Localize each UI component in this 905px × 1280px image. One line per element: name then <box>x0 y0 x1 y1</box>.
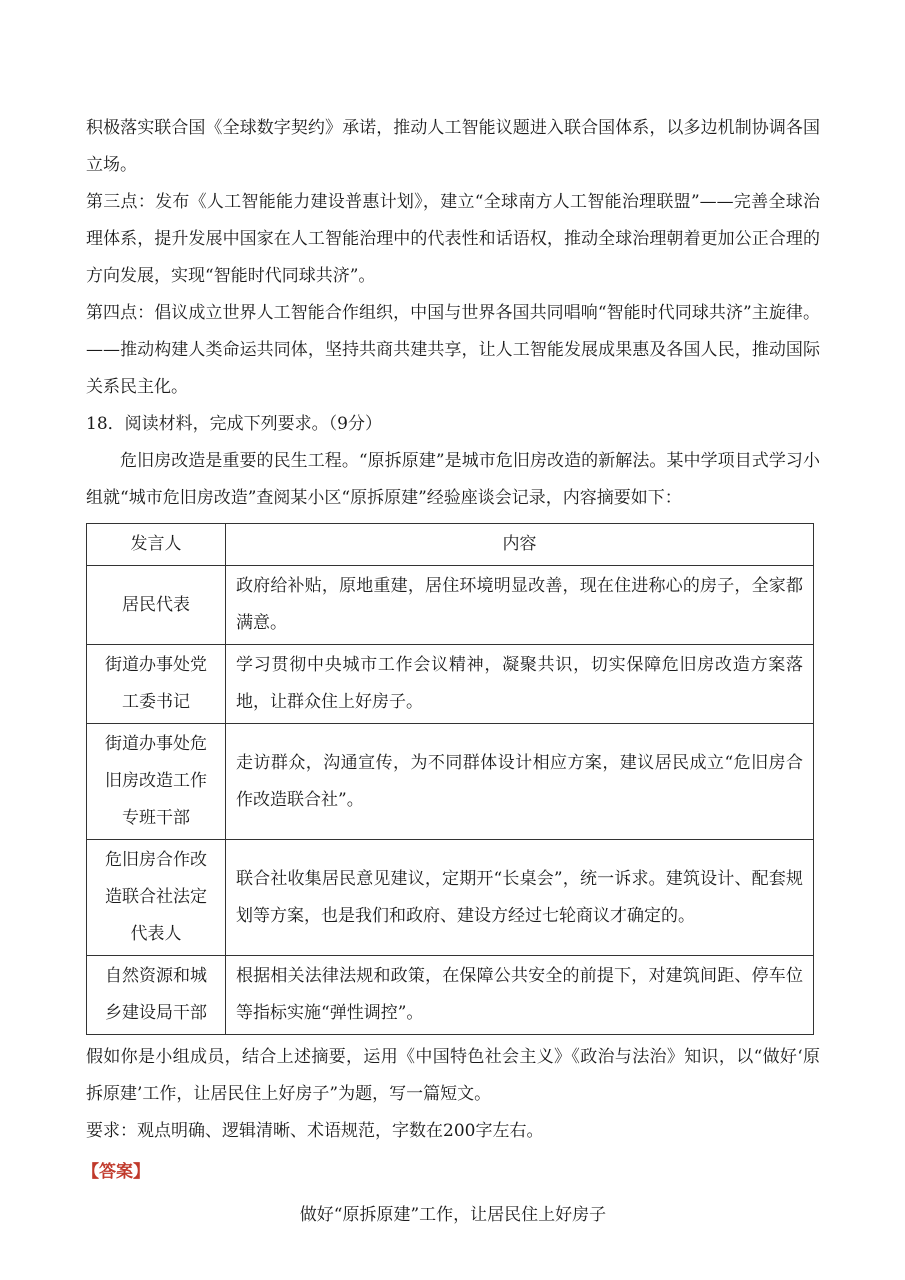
paragraph-point-three: 第三点：发布《人工智能能力建设普惠计划》，建立“全球南方人工智能治理联盟”——完善全球治理体系，提升发展中国家在人工智能治理中的代表性和话语权，推动全球治理朝着更加公正合理的方向发展，实现“智能时代同球共济”。 <box>86 192 820 286</box>
table-row <box>87 724 814 840</box>
header-speaker: 发言人 <box>87 524 226 566</box>
task-requirement: 要求：观点明确、逻辑清晰、术语规范，字数在200字左右。 <box>86 1121 544 1141</box>
speaker-cell: 居民代表 <box>87 566 226 645</box>
speaker-cell: 自然资源和城乡建设局干部 <box>87 956 226 1035</box>
table-row <box>87 956 814 1035</box>
task-description: 假如你是小组成员，结合上述摘要，运用《中国特色社会主义》《政治与法治》知识，以“做好‘原拆原建’工作，让居民住上好房子”为题，写一篇短文。 <box>86 1047 820 1104</box>
content-cell: 联合社收集居民意见建议，定期开“长桌会”，统一诉求。建筑设计、配套规划等方案，也是我们和政府、建设方经过七轮商议才确定的。 <box>226 840 814 956</box>
question-intro: 危旧房改造是重要的民生工程。“原拆原建”是城市危旧房改造的新解法。某中学项目式学习小组就“城市危旧房改造”查阅某小区“原拆原建”经验座谈会记录，内容摘要如下： <box>86 451 820 508</box>
paragraph-point-four: 第四点：倡议成立世界人工智能合作组织，中国与世界各国共同唱响“智能时代同球共济”主旋律。——推动构建人类命运共同体，坚持共商共建共享，让人工智能发展成果惠及各国人民，推动国际关系民主化。 <box>86 303 820 397</box>
speaker-cell: 街道办事处危旧房改造工作专班干部 <box>87 724 226 840</box>
speaker-cell: 危旧房合作改造联合社法定代表人 <box>87 840 226 956</box>
answer-label: 【答案】 <box>82 1162 150 1182</box>
speaker-cell: 街道办事处党工委书记 <box>87 645 226 724</box>
table-row <box>87 840 814 956</box>
header-content: 内容 <box>226 524 814 566</box>
content-cell: 政府给补贴，原地重建，居住环境明显改善，现在住进称心的房子，全家都满意。 <box>226 566 814 645</box>
question-header: 18．阅读材料，完成下列要求。（9分） <box>86 414 382 434</box>
content-cell: 根据相关法律法规和政策，在保障公共安全的前提下，对建筑间距、停车位等指标实施“弹性调控”。 <box>226 956 814 1035</box>
essay-title: 做好“原拆原建”工作，让居民住上好房子 <box>299 1205 607 1225</box>
document-page <box>82 110 820 1234</box>
paragraph-continuation: 积极落实联合国《全球数字契约》承诺，推动人工智能议题进入联合国体系，以多边机制协调各国立场。 <box>86 118 820 175</box>
table-header-row <box>87 524 814 566</box>
table-row <box>87 645 814 724</box>
content-cell: 走访群众，沟通宣传，为不同群体设计相应方案，建议居民成立“危旧房合作改造联合社”。 <box>226 724 814 840</box>
meeting-record-table <box>86 523 814 1035</box>
content-cell: 学习贯彻中央城市工作会议精神，凝聚共识，切实保障危旧房改造方案落地，让群众住上好房子。 <box>226 645 814 724</box>
table-row <box>87 566 814 645</box>
